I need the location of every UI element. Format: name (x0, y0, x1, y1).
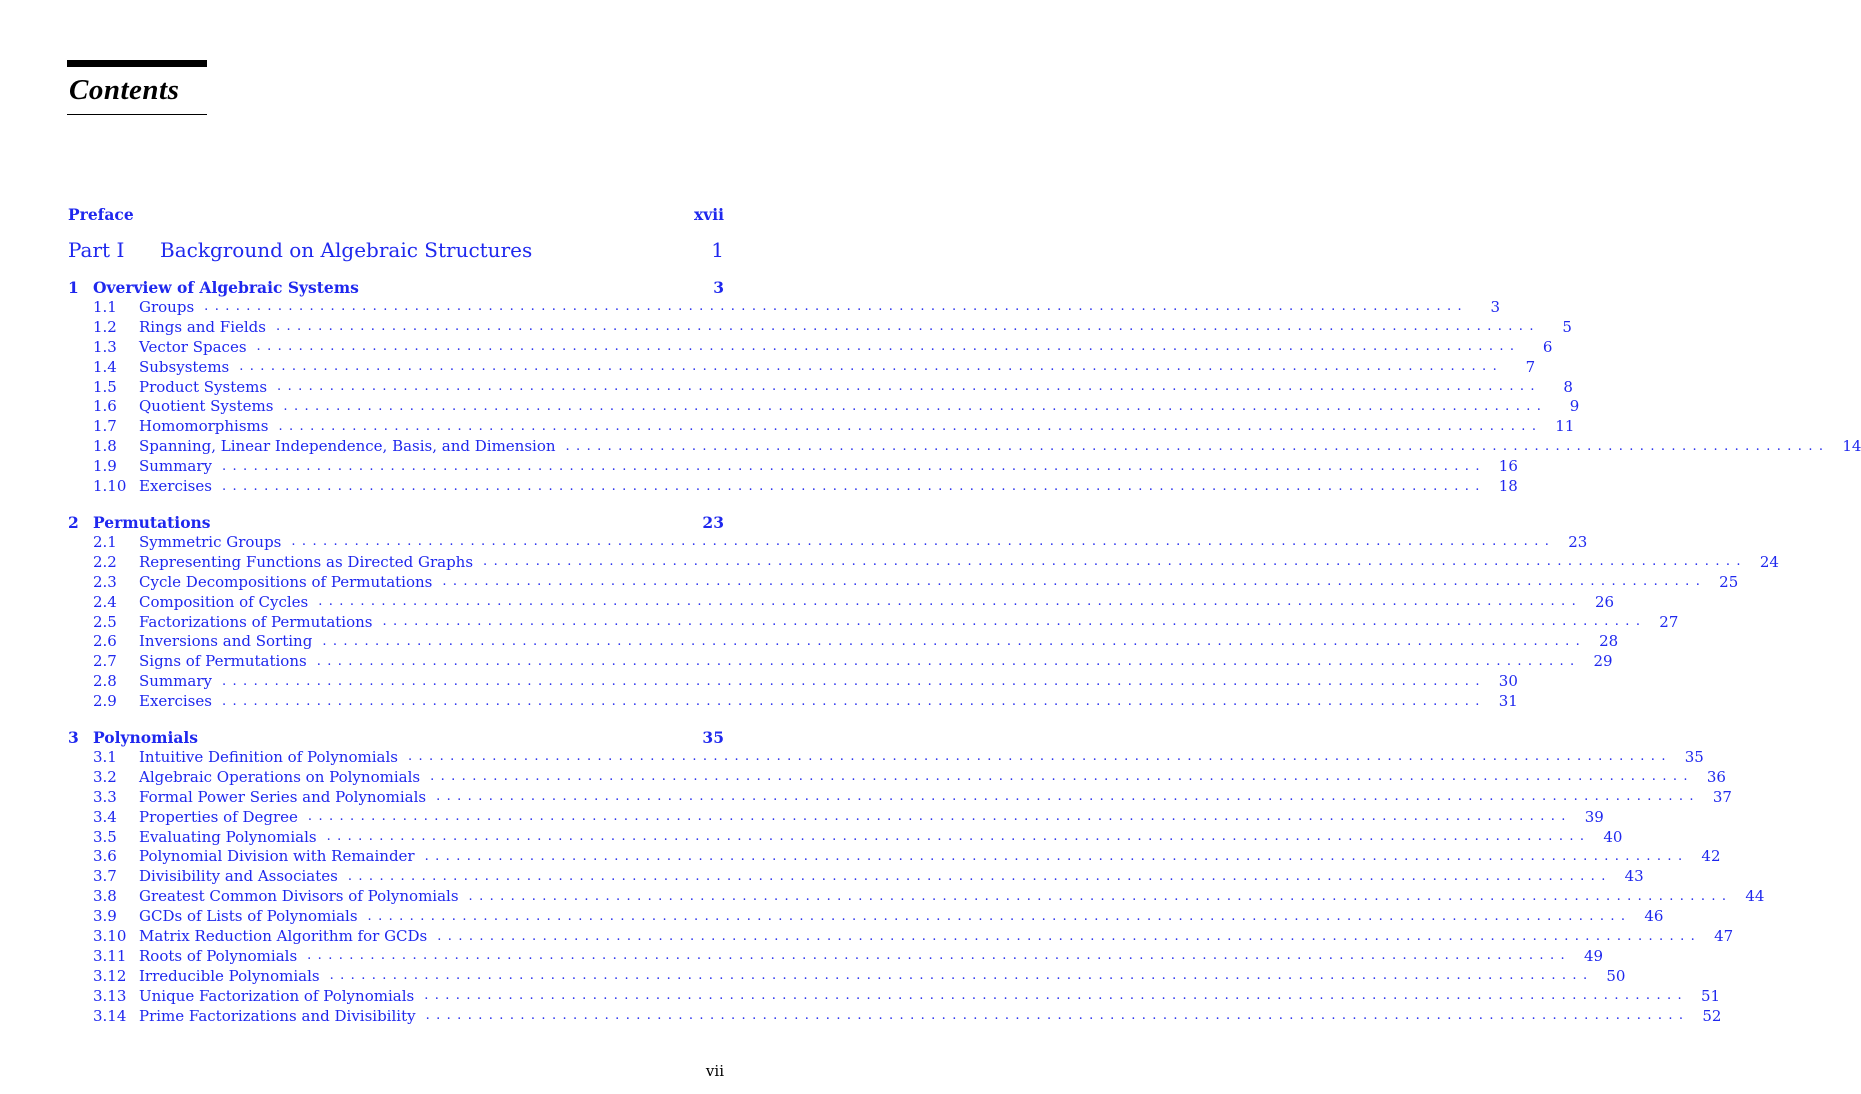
toc-section-entry[interactable] (68, 1006, 1722, 1026)
toc-section-entry[interactable] (68, 377, 1573, 397)
toc-section-entry[interactable] (68, 476, 1518, 496)
section-page: 50 (1606, 966, 1626, 985)
page-title: Contents (69, 74, 180, 106)
dot-leader: ........................................................................................................................ (483, 554, 1747, 570)
section-page: 24 (1759, 552, 1779, 571)
section-page: 14 (1842, 437, 1861, 456)
toc-section-entry[interactable] (68, 651, 1613, 671)
toc-section-entry[interactable] (68, 827, 1623, 847)
dot-leader: ........................................................................................................................ (221, 458, 1486, 474)
dot-leader: ........................................................................................................................ (307, 809, 1572, 825)
section-title: Signs of Permutations (139, 652, 307, 671)
section-number: 2.5 (93, 612, 117, 631)
part-page: 1 (711, 238, 724, 262)
section-title: Irreducible Polynomials (139, 966, 320, 985)
section-number: 3.12 (93, 966, 127, 985)
section-title: Quotient Systems (139, 397, 274, 416)
section-title: Properties of Degree (139, 807, 298, 826)
section-number: 1.1 (93, 297, 117, 316)
section-number: 1.2 (93, 317, 117, 336)
section-title: Factorizations of Permutations (139, 612, 373, 631)
toc-preface-entry[interactable] (68, 204, 724, 224)
section-number: 3.7 (93, 867, 117, 886)
section-title: Homomorphisms (139, 417, 269, 436)
section-page: 31 (1498, 692, 1518, 711)
toc-section-entry[interactable] (68, 552, 1779, 572)
toc-section-entry[interactable] (68, 337, 1553, 357)
toc-part-entry[interactable] (68, 237, 724, 263)
dot-leader: ........................................................................................................................ (221, 693, 1486, 709)
section-title: Exercises (139, 477, 212, 495)
section-page: 23 (1568, 532, 1588, 551)
section-page: 51 (1700, 986, 1721, 1005)
toc-chapter-entry[interactable] (68, 512, 724, 532)
chapter-number: 2 (68, 512, 79, 532)
toc-section-entry[interactable] (68, 807, 1604, 827)
section-title: GCDs of Lists of Polynomials (139, 907, 358, 926)
dot-leader: ........................................................................................................................ (322, 633, 1587, 649)
section-page: 28 (1599, 632, 1619, 651)
section-number: 3.2 (93, 767, 117, 786)
dot-leader: ........................................................................................................................ (291, 534, 1556, 550)
toc-section-entry[interactable] (68, 767, 1726, 787)
dot-leader: ........................................................................................................................ (318, 594, 1583, 610)
section-page: 42 (1701, 847, 1721, 866)
dot-leader: ........................................................................................................................ (382, 614, 1647, 629)
toc-section-entry[interactable] (68, 946, 1604, 966)
toc-section-entry[interactable] (68, 317, 1572, 337)
section-page: 29 (1593, 652, 1613, 671)
toc-section-entry[interactable] (68, 866, 1644, 886)
section-title: Unique Factorization of Polynomials (139, 986, 415, 1005)
section-number: 3.13 (93, 986, 127, 1005)
dot-leader: ........................................................................................................................ (565, 438, 1830, 454)
section-title: Greatest Common Divisors of Polynomials (139, 887, 459, 906)
section-title: Intuitive Definition of Polynomials (139, 747, 398, 766)
dot-leader: ........................................................................................................................ (329, 968, 1594, 984)
section-title: Symmetric Groups (139, 532, 282, 551)
toc-section-entry[interactable] (68, 787, 1732, 807)
section-title: Product Systems (139, 377, 268, 396)
toc-section-entry[interactable] (68, 592, 1615, 612)
chapter-page: 23 (702, 512, 724, 532)
toc-section-entry[interactable] (68, 906, 1664, 926)
dot-leader: ........................................................................................................................ (436, 789, 1700, 805)
section-page: 52 (1702, 1006, 1722, 1025)
toc-section-entry[interactable] (68, 532, 1588, 552)
section-title: Rings and Fields (139, 317, 266, 336)
preface-page: xvii (693, 204, 724, 224)
section-page: 36 (1706, 767, 1726, 786)
toc-section-entry[interactable] (68, 357, 1536, 377)
toc-chapter-entry[interactable] (68, 727, 724, 747)
dot-leader: ........................................................................................................................ (424, 848, 1689, 864)
section-page: 6 (1542, 337, 1553, 356)
toc-chapter-entry[interactable] (68, 277, 724, 297)
dot-leader: ........................................................................................................................ (278, 418, 1543, 434)
dot-leader: ........................................................................................................................ (256, 339, 1521, 355)
section-number: 3.14 (93, 1006, 127, 1025)
preface-title: Preface (68, 204, 134, 224)
section-number: 1.3 (93, 337, 117, 356)
section-number: 3.11 (93, 946, 127, 965)
section-number: 3.8 (93, 887, 117, 906)
toc-section-entry[interactable] (68, 691, 1518, 711)
part-label: Part I (68, 238, 125, 262)
dot-leader: ........................................................................................................................ (442, 574, 1707, 590)
dot-leader: ........................................................................................................................ (221, 478, 1486, 494)
section-number: 3.9 (93, 907, 117, 926)
toc-section-entry[interactable] (68, 926, 1734, 946)
section-page: 3 (1490, 297, 1501, 316)
chapter-title: Overview of Algebraic Systems (93, 277, 359, 297)
section-number: 2.6 (93, 632, 117, 651)
heading-rule-bottom (67, 114, 207, 115)
dot-leader: ........................................................................................................................ (326, 829, 1591, 844)
section-page: 27 (1659, 612, 1679, 631)
dot-leader: ........................................................................................................................ (347, 868, 1612, 884)
heading-rule-top (67, 60, 207, 67)
section-page: 35 (1684, 747, 1704, 766)
dot-leader: ........................................................................................................................ (307, 948, 1572, 964)
section-number: 3.1 (93, 747, 117, 766)
section-title: Cycle Decompositions of Permutations (139, 572, 433, 591)
section-title: Algebraic Operations on Polynomials (139, 767, 421, 786)
section-number: 1.10 (93, 477, 127, 495)
section-title: Groups (139, 297, 195, 316)
chapter-title: Polynomials (93, 727, 199, 747)
toc-section-entry[interactable] (68, 966, 1626, 986)
section-title: Summary (139, 457, 212, 476)
section-page: 7 (1525, 357, 1536, 376)
section-number: 2.8 (93, 672, 117, 691)
section-page: 30 (1498, 672, 1518, 691)
dot-leader: ........................................................................................................................ (221, 673, 1486, 689)
section-page: 39 (1584, 807, 1604, 826)
section-number: 1.8 (93, 437, 117, 456)
toc-section-entry[interactable] (68, 456, 1518, 476)
section-page: 37 (1712, 787, 1732, 806)
dot-leader: ........................................................................................................................ (468, 888, 1733, 904)
section-title: Formal Power Series and Polynomials (139, 787, 427, 806)
dot-leader: ........................................................................................................................ (425, 1008, 1690, 1024)
toc-section-entry[interactable] (68, 436, 1861, 456)
section-number: 1.9 (93, 457, 117, 476)
section-number: 3.10 (93, 927, 127, 945)
section-page: 47 (1714, 927, 1734, 945)
chapter-title: Permutations (93, 512, 211, 532)
dot-leader: ........................................................................................................................ (204, 299, 1469, 315)
section-title: Polynomial Division with Remainder (139, 847, 415, 866)
section-title: Evaluating Polynomials (139, 827, 317, 846)
dot-leader: ........................................................................................................................ (239, 359, 1504, 375)
section-page: 49 (1583, 946, 1604, 965)
section-page: 8 (1563, 377, 1573, 396)
section-page: 5 (1562, 317, 1572, 336)
toc-section-entry[interactable] (68, 671, 1518, 691)
section-number: 2.1 (93, 532, 117, 551)
section-page: 40 (1603, 827, 1623, 846)
section-title: Divisibility and Associates (139, 867, 338, 886)
section-number: 1.5 (93, 377, 117, 396)
section-number: 2.3 (93, 572, 117, 591)
toc-section-entry[interactable] (68, 631, 1619, 651)
section-page: 11 (1555, 417, 1575, 436)
toc-section-entry[interactable] (68, 886, 1765, 906)
section-page: 16 (1498, 457, 1518, 476)
section-number: 3.4 (93, 807, 117, 826)
section-number: 3.6 (93, 847, 117, 866)
section-title: Roots of Polynomials (139, 946, 298, 965)
section-page: 9 (1569, 397, 1580, 416)
section-page: 44 (1745, 887, 1765, 906)
dot-leader: ........................................................................................................................ (277, 379, 1541, 394)
chapter-number: 1 (68, 277, 79, 297)
section-number: 2.9 (93, 692, 117, 711)
section-number: 1.6 (93, 397, 117, 416)
section-title: Inversions and Sorting (139, 632, 313, 651)
toc-section-entry[interactable] (68, 986, 1721, 1006)
toc-section-entry[interactable] (68, 612, 1679, 632)
section-number: 2.2 (93, 552, 117, 571)
page-number: vii (705, 1062, 724, 1080)
section-title: Vector Spaces (139, 337, 247, 356)
dot-leader: ........................................................................................................................ (283, 398, 1548, 414)
toc-section-entry[interactable] (68, 416, 1575, 436)
dot-leader: ........................................................................................................................ (275, 319, 1540, 335)
section-title: Summary (139, 672, 212, 691)
dot-leader: ........................................................................................................................ (430, 769, 1694, 785)
section-number: 1.4 (93, 357, 117, 376)
section-number: 3.3 (93, 787, 117, 806)
dot-leader: ........................................................................................................................ (437, 928, 1702, 944)
section-page: 25 (1719, 572, 1739, 591)
toc-section-entry[interactable] (68, 747, 1704, 767)
toc-section-entry[interactable] (68, 846, 1721, 866)
section-page: 26 (1595, 592, 1615, 611)
section-number: 3.5 (93, 827, 117, 846)
section-title: Subsystems (139, 357, 230, 376)
section-title: Representing Functions as Directed Graphs (139, 552, 474, 571)
toc-section-entry[interactable] (68, 297, 1501, 317)
dot-leader: ........................................................................................................................ (316, 653, 1581, 669)
chapter-page: 3 (713, 277, 724, 297)
section-page: 46 (1644, 907, 1664, 926)
section-page: 18 (1498, 477, 1518, 495)
section-title: Prime Factorizations and Divisibility (139, 1006, 416, 1025)
section-number: 1.7 (93, 417, 117, 436)
part-title: Background on Algebraic Structures (160, 238, 533, 262)
section-number: 2.7 (93, 652, 117, 671)
section-number: 2.4 (93, 592, 117, 611)
section-page: 43 (1624, 867, 1644, 886)
dot-leader: ........................................................................................................................ (407, 749, 1672, 765)
dot-leader: ........................................................................................................................ (367, 908, 1632, 924)
chapter-page: 35 (702, 727, 724, 747)
dot-leader: ........................................................................................................................ (424, 988, 1689, 1004)
chapter-number: 3 (68, 727, 79, 747)
section-title: Exercises (139, 692, 212, 711)
section-title: Spanning, Linear Independence, Basis, and Dimension (139, 437, 556, 456)
toc-section-entry[interactable] (68, 396, 1580, 416)
toc-section-entry[interactable] (68, 572, 1739, 592)
section-title: Composition of Cycles (139, 592, 309, 611)
section-title: Matrix Reduction Algorithm for GCDs (139, 927, 428, 945)
